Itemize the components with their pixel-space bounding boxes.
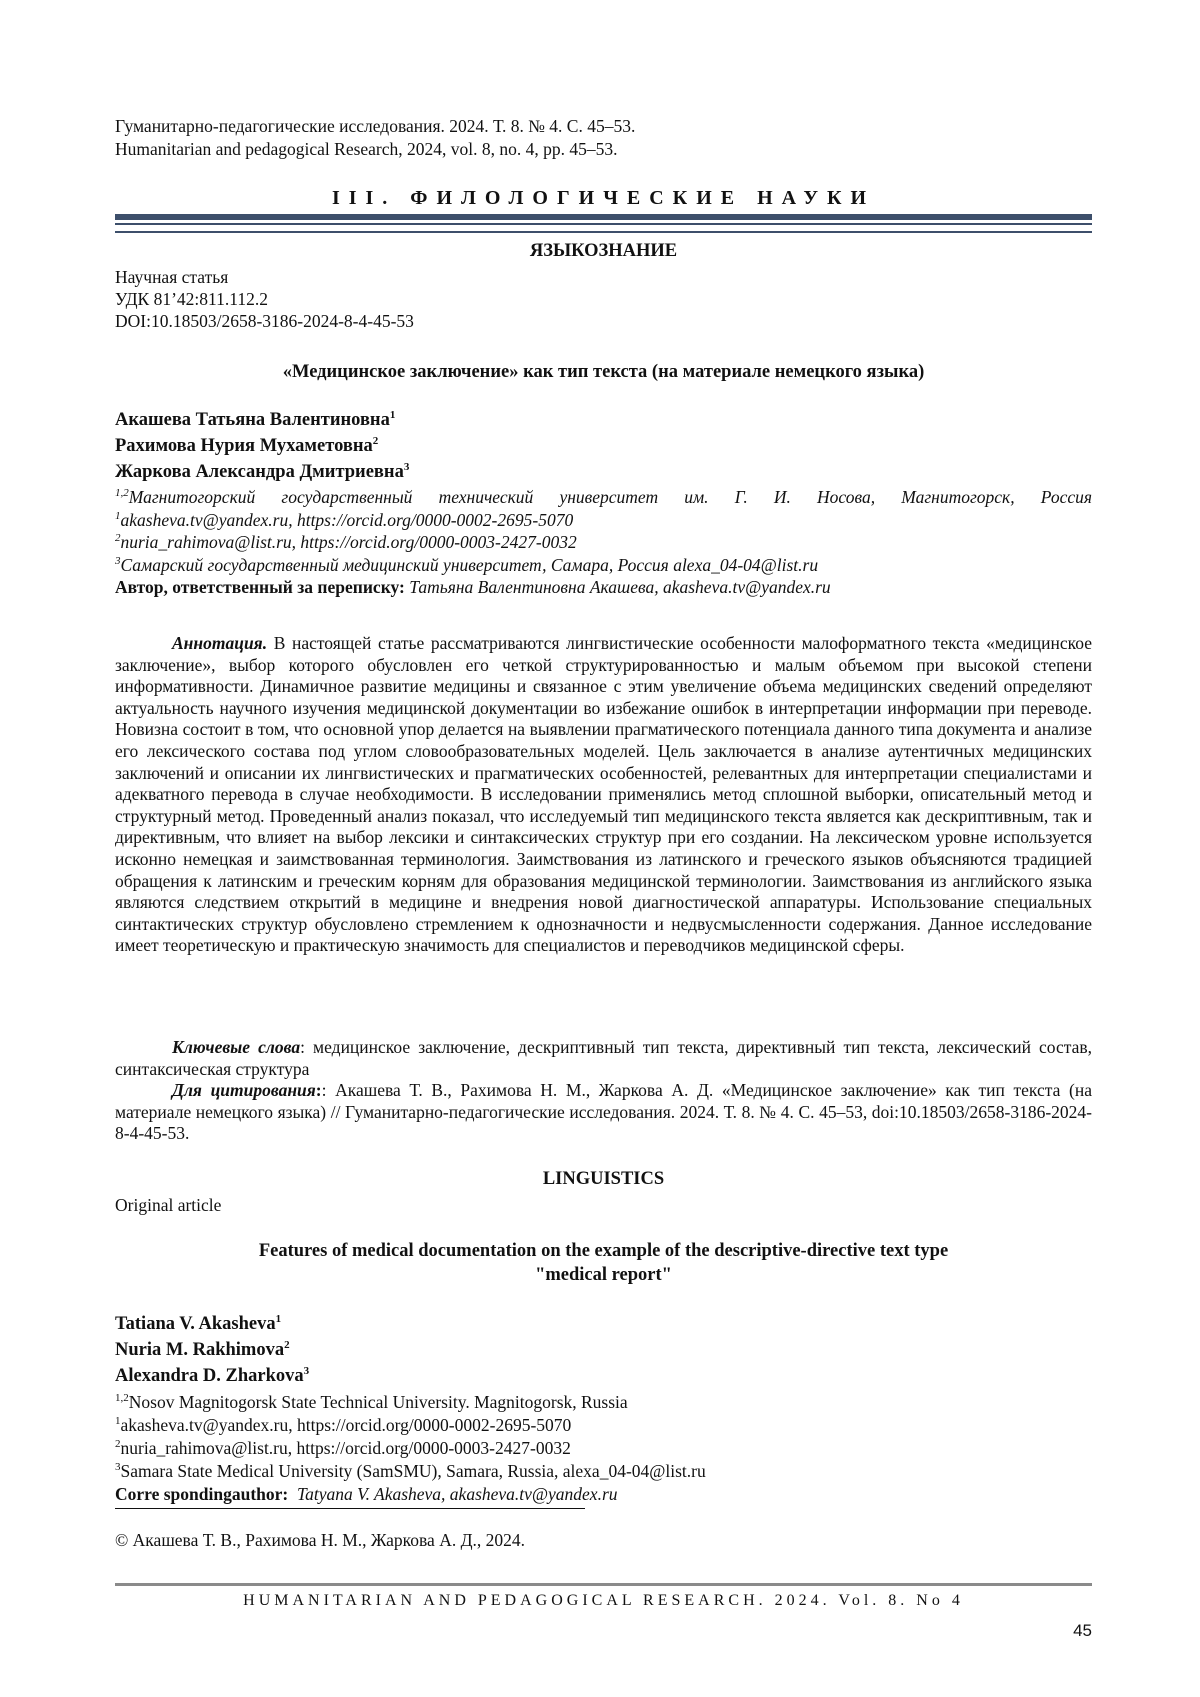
affiliation-ru-2: $^1$akasheva.tv@yandex.ru, https://orcid.org/0000-0002-2695-5070 (115, 510, 574, 530)
section-title-en: LINGUISTICS (542, 1169, 665, 1189)
udk: УДК 81’42:811.112.2 (115, 289, 268, 309)
page-number: 45 (1073, 1621, 1092, 1640)
citation-ru: Для цитирования:: Акашева Т. В., Рахимова Н. М., Жаркова А. Д. «Медицинское заключение» как тип текста (на материале немецкого языка) // Гуманитарно-педагогические исследования. 2024. Т. 8. № 4. С. 45–53, doi:10.18503/2658-3186-2024-8-4-45-53. (115, 1080, 1092, 1144)
article-title-en-line1: Features of medical documentation on the example of the descriptive-directive text type (258, 1241, 949, 1261)
page (115, 0, 1092, 1697)
section-rule-thin (115, 231, 1092, 233)
author-ru-2: Рахимова Нурия Мухаметовна$^2$ (115, 435, 379, 456)
keywords-ru: Ключевые слова: медицинское заключение, дескриптивный тип текста, директивный тип текста, лексический состав, синтаксическая структура (115, 1037, 1092, 1079)
affiliation-en-2: $^1$akasheva.tv@yandex.ru, https://orcid.org/0000-0002-2695-5070 (115, 1415, 572, 1435)
section-rule-thick (115, 214, 1092, 220)
header-ru-citation: Гуманитарно-педагогические исследования. 2024. Т. 8. № 4. С. 45–53. (115, 116, 636, 136)
doi: DOI:10.18503/2658-3186-2024-8-4-45-53 (115, 311, 414, 331)
copyright: © Акашева Т. В., Рахимова Н. М., Жаркова А. Д., 2024. (115, 1530, 526, 1550)
article-title-en-line2: "medical report" (535, 1265, 672, 1285)
affiliation-ru-4: $^3$Самарский государственный медицинский университет, Самара, Россия alexa_04-04@list.ru (115, 555, 819, 575)
subsection-title: ЯЗЫКОЗНАНИЕ (529, 241, 678, 261)
section-rule-gray (115, 223, 1092, 225)
abstract-ru: Аннотация. В настоящей статье рассматриваются лингвистические особенности малоформатного текста «медицинское заключение», выбор которого обусловлен его четкой структурированностью и малым объемом при высокой степени информативности. Динамичное развитие медицины и связанное с этим увеличение объема медицинских сведений определяют актуальность научного изучения медицинской документации во избежание ошибок в интерпретации информации при переводе. Новизна состоит в том, что основной упор делается на выявлении прагматического потенциала данного типа документа и анализе его лексического состава под углом словообразовательных моделей. Цель заключается в анализе аутентичных медицинских заключений и описании их лингвистических и прагматических особенностей, релевантных для интерпретации специалистами и адекватного перевода в случае необходимости. В исследовании применялись метод сплошной выборки, описательный метод и структурный метод. Проведенный анализ показал, что исследуемый тип медицинского текста является как дескриптивным, так и директивным, что влияет на выбор лексики и синтаксических структур при его создании. На лексическом уровне используется исконно немецкая и заимствованная терминология. Заимствования из латинского и греческого языков объясняются традицией обращения к латинским и греческим корням для образования медицинской терминологии. Заимствования из английского языка являются следствием открытий в медицине и внедрения новой диагностической аппаратуры. Использование специальных синтактических структур обусловлено стремлением к однозначности и недвусмысленности содержания. Данное исследование имеет теоретическую и практическую значимость для специалистов и переводчиков медицинской сферы. (115, 633, 1092, 956)
corresponding-author-ru: Автор, ответственный за переписку: Татьяна Валентиновна Акашева, akasheva.tv@yandex.ru (115, 577, 831, 597)
footer-journal: HUMANITARIAN AND PEDAGOGICAL RESEARCH. 2024. Vol. 8. No 4 (243, 1592, 964, 1609)
header-en-citation: Humanitarian and pedagogical Research, 2024, vol. 8, no. 4, pp. 45–53. (115, 139, 618, 159)
affiliation-en-4: $^3$Samara State Medical University (SamSMU), Samara, Russia, alexa_04-04@list.ru (115, 1461, 706, 1481)
affiliation-en-1: $^{1,2}$Nosov Magnitogorsk State Technical University. Magnitogorsk, Russia (115, 1392, 628, 1412)
corresponding-author-en: Corre spondingauthor: Tatyana V. Akasheva, akasheva.tv@yandex.ru (115, 1484, 618, 1504)
affiliation-en-3: $^2$nuria_rahimova@list.ru, https://orcid.org/0000-0003-2427-0032 (115, 1438, 571, 1458)
author-ru-1: Акашева Татьяна Валентиновна$^1$ (115, 409, 396, 430)
article-type-en: Original article (115, 1195, 222, 1215)
footnote-rule (115, 1508, 585, 1509)
affiliation-ru-1: $^{1,2}$Магнитогорский государственный технический университет им. Г. И. Носова, Магнитогорск, Россия (115, 487, 1092, 507)
affiliation-ru-3: $^2$nuria_rahimova@list.ru, https://orcid.org/0000-0003-2427-0032 (115, 532, 577, 552)
article-type: Научная статья (115, 267, 229, 287)
author-en-3: Alexandra D. Zharkova$^3$ (115, 1365, 310, 1386)
article-title-ru: «Медицинское заключение» как тип текста (на материале немецкого языка) (282, 362, 925, 382)
footer-rule (115, 1583, 1092, 1586)
author-en-1: Tatiana V. Akasheva$^1$ (115, 1313, 282, 1334)
section-title: III. ФИЛОЛОГИЧЕСКИЕ НАУКИ (331, 187, 876, 209)
author-en-2: Nuria M. Rakhimova$^2$ (115, 1339, 290, 1360)
author-ru-3: Жаркова Александра Дмитриевна$^3$ (115, 461, 410, 482)
